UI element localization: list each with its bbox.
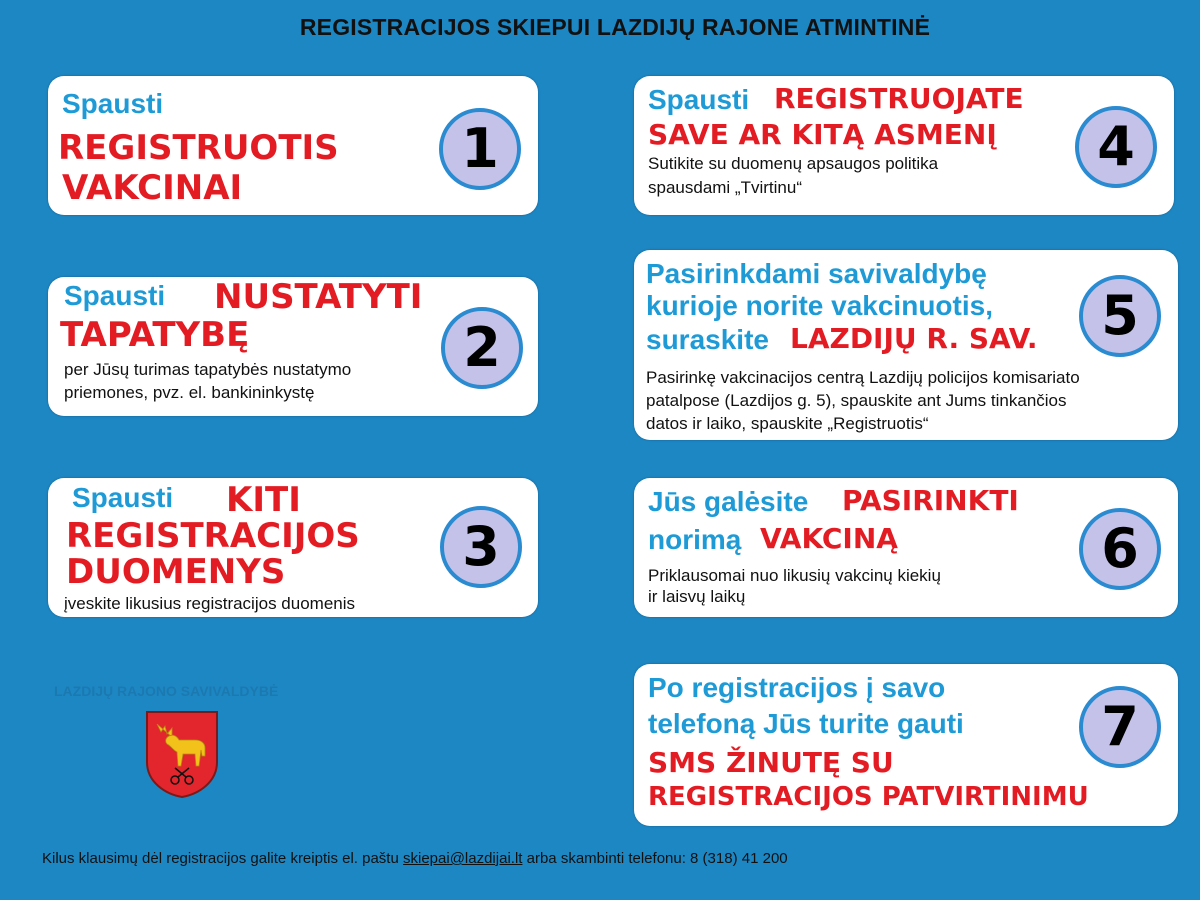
coat-of-arms-icon: [145, 710, 219, 798]
municipality-label: LAZDIJŲ RAJONO SAVIVALDYBĖ: [54, 683, 279, 699]
step-6-lead-line2: norimą: [648, 524, 742, 555]
step-5-number-badge: 5: [1079, 275, 1161, 357]
step-4-number-badge: 4: [1075, 106, 1157, 188]
step-6-note-line1: Priklausomai nuo likusių vakcinų kiekių: [648, 566, 941, 585]
step-6-action-line2: VAKCINĄ: [760, 522, 898, 555]
step-2-action-line1: NUSTATYTI: [214, 277, 423, 317]
step-3-number-badge: 3: [440, 506, 522, 588]
step-5-lead-line2: kurioje norite vakcinuotis,: [646, 290, 993, 321]
step-4-lead: Spausti: [648, 84, 750, 115]
step-7-action-line1: SMS ŽINUTĘ SU: [648, 746, 894, 779]
step-4-action-line2: SAVE AR KITĄ ASMENĮ: [648, 118, 997, 151]
step-3-action-line2: REGISTRACIJOS: [66, 516, 360, 556]
step-5-note-line1: Pasirinkę vakcinacijos centrą Lazdijų policijos komisariato: [646, 368, 1080, 387]
footer-email-link[interactable]: skiepai@lazdijai.lt: [403, 850, 523, 867]
step-6-number-badge: 6: [1079, 508, 1161, 590]
step-5-note-line2: patalpose (Lazdijos g. 5), spauskite ant Jums tinkančios: [646, 391, 1067, 410]
step-2-number-badge: 2: [441, 307, 523, 389]
step-card-6: [634, 478, 1178, 617]
step-1-action-line1: REGISTRUOTIS: [58, 128, 339, 168]
step-1-lead: Spausti: [62, 88, 164, 119]
step-3-action-line1: KITI: [226, 480, 301, 520]
step-7-lead-line1: Po registracijos į savo: [648, 672, 946, 703]
step-4-note-line2: spausdami „Tvirtinu“: [648, 178, 802, 197]
step-6-note-line2: ir laisvų laikų: [648, 587, 746, 606]
step-5-lead-line1: Pasirinkdami savivaldybę: [646, 258, 987, 289]
step-4-action-line1: REGISTRUOJATE: [774, 82, 1024, 115]
step-5-note-line3: datos ir laiko, spauskite „Registruotis“: [646, 414, 929, 433]
step-3-action-line3: DUOMENYS: [66, 552, 286, 592]
step-6-action-line1: PASIRINKTI: [842, 484, 1019, 517]
footer-contact: [42, 850, 788, 867]
step-5-action-line1: LAZDIJŲ R. SAV.: [790, 322, 1038, 355]
step-4-note-line1: Sutikite su duomenų apsaugos politika: [648, 154, 939, 173]
step-1-number-badge: 1: [439, 108, 521, 190]
step-5-lead-line3: suraskite: [646, 324, 769, 355]
step-card-2: [48, 277, 538, 416]
step-card-7: [634, 664, 1178, 826]
step-1-action-line2: VAKCINAI: [62, 168, 243, 208]
step-7-lead-line2: telefoną Jūs turite gauti: [648, 708, 964, 739]
step-card-5: [634, 250, 1178, 440]
footer-text-before: Kilus klausimų dėl registracijos galite kreiptis el. paštu: [42, 850, 399, 867]
step-2-note-line2: priemones, pvz. el. bankininkystę: [64, 383, 315, 402]
step-7-action-line2: REGISTRACIJOS PATVIRTINIMU: [648, 782, 1089, 812]
step-card-3: [48, 478, 538, 617]
step-6-lead-line1: Jūs galėsite: [648, 486, 809, 517]
step-2-lead: Spausti: [64, 280, 166, 311]
page-title: REGISTRACIJOS SKIEPUI LAZDIJŲ RAJONE ATMINTINĖ: [299, 14, 931, 40]
footer-text-after: arba skambinti telefonu: 8 (318) 41 200: [526, 850, 788, 867]
step-3-lead: Spausti: [72, 482, 174, 513]
step-card-1: [48, 76, 538, 215]
step-2-note-line1: per Jūsų turimas tapatybės nustatymo: [64, 360, 352, 379]
step-card-4: [634, 76, 1174, 215]
step-7-number-badge: 7: [1079, 686, 1161, 768]
step-2-action-line2: TAPATYBĘ: [60, 315, 250, 355]
step-3-note-line1: įveskite likusius registracijos duomenis: [64, 594, 356, 613]
